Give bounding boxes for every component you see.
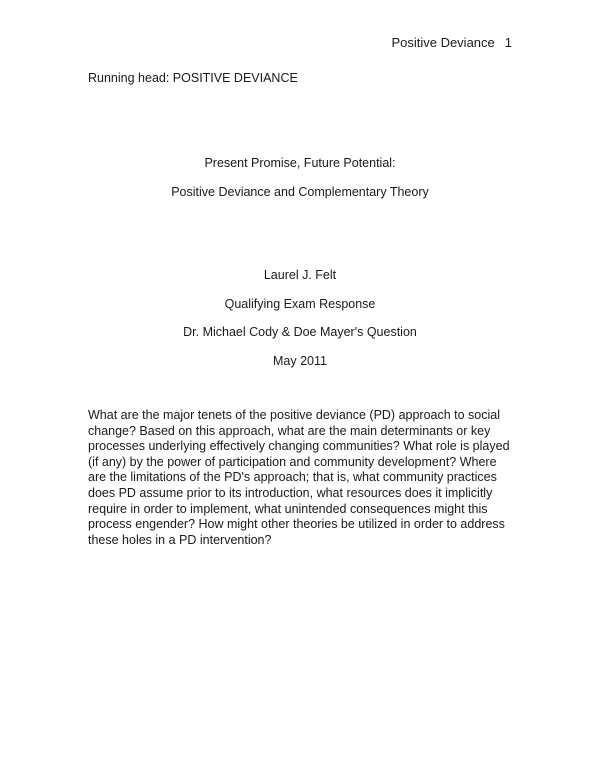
- title-line-2: Positive Deviance and Complementary Theory: [171, 185, 429, 199]
- question-by: Dr. Michael Cody & Doe Mayer's Question: [183, 325, 417, 339]
- page-header: [391, 35, 512, 50]
- page-number: 1: [504, 35, 512, 50]
- exam-question: What are the major tenets of the positive deviance (PD) approach to social change? Based on this approach, what are the main determinants or key processes underlying effectively changing communities? What role is played (if any) by the power of participation and community development? Where are the limitations of the PD's approach; that is, what community practices does PD assume prior to its introduction, what resources does it implicitly require in order to implement, what unintended consequences might this process engender? How might other theories be utilized in order to address these holes in a PD intervention?: [88, 408, 510, 547]
- header-running-title: Positive Deviance: [391, 35, 495, 50]
- document-date: May 2011: [273, 354, 327, 368]
- author-name: Laurel J. Felt: [263, 268, 337, 282]
- running-head: Running head: POSITIVE DEVIANCE: [88, 71, 298, 85]
- document-type: Qualifying Exam Response: [224, 297, 376, 311]
- title-line-1: Present Promise, Future Potential:: [204, 156, 396, 170]
